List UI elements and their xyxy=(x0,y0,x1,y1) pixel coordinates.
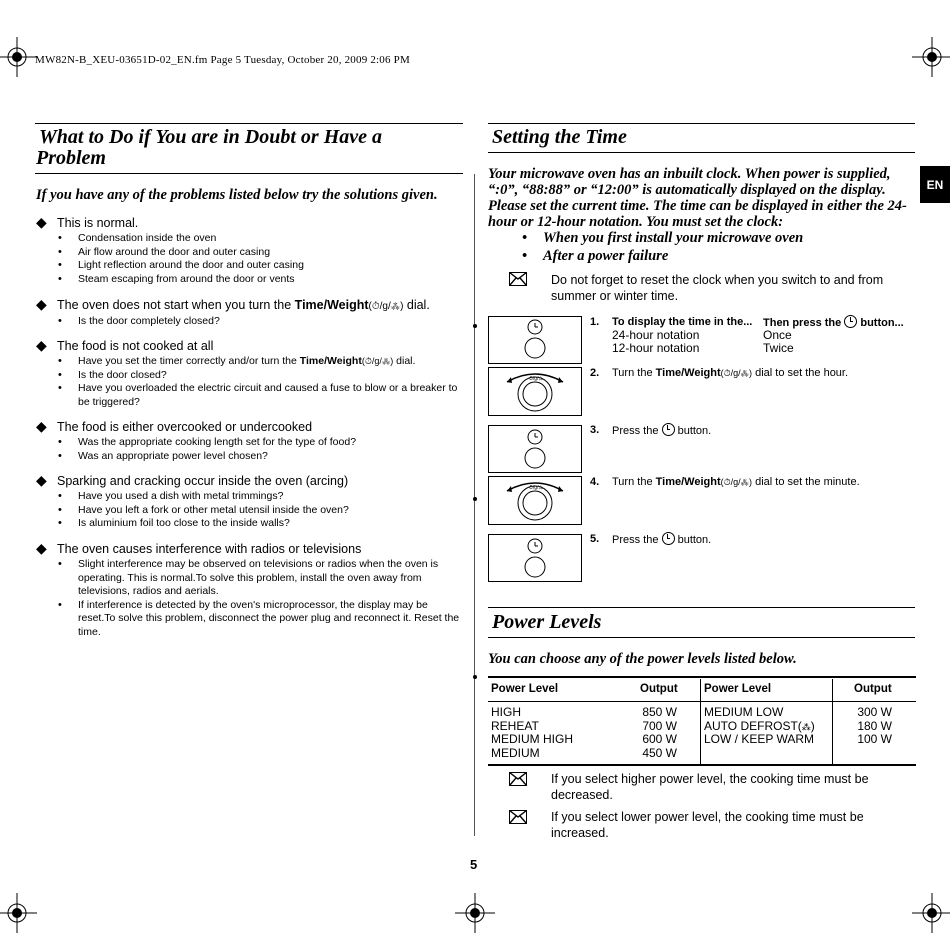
step-text-pre: Turn the xyxy=(612,367,656,379)
registration-mark-bottom-left xyxy=(0,893,37,933)
table-cell: MEDIUM LOW xyxy=(704,705,784,719)
step-text xyxy=(612,423,711,438)
note-text: Do not forget to reset the clock when you switch to and from summer or winter time. xyxy=(551,273,884,303)
problem-heading: This is normal. xyxy=(57,216,139,230)
troubleshooting-title-line1: What to Do if You are in Doubt or Have a xyxy=(39,126,382,148)
table-cell: 180 W xyxy=(857,718,892,733)
notation-value: Once xyxy=(763,328,792,342)
column-header: Output xyxy=(640,683,678,695)
registration-mark-bottom-right xyxy=(912,893,950,933)
step-text xyxy=(612,475,860,489)
troubleshooting-intro: If you have any of the problems listed below try the solutions given. xyxy=(36,187,438,203)
table-header-rule xyxy=(488,701,916,702)
list-item: • Have you overloaded the electric circuit and caused a fuse to blow or a breaker to be triggered? xyxy=(36,382,466,409)
clock-icon xyxy=(662,532,675,545)
step-number: 3. xyxy=(590,424,600,436)
troubleshooting-top-rule xyxy=(35,123,463,124)
table-cell: LOW / KEEP WARM xyxy=(704,732,815,746)
diamond-bullet-icon: ◆ xyxy=(36,472,47,488)
table-col-divider xyxy=(832,679,833,765)
notation-label: 12-hour notation xyxy=(612,341,700,355)
registration-mark-top-left xyxy=(0,37,37,77)
table-cell: HIGH xyxy=(491,705,521,719)
problem-block xyxy=(36,420,466,463)
step-text xyxy=(612,532,711,547)
step-text-post: button. xyxy=(674,534,712,546)
dial-illustration xyxy=(488,476,582,525)
power-levels-intro: You can choose any of the power levels listed below. xyxy=(488,651,797,667)
registration-mark-top-right xyxy=(912,37,950,77)
problem-block xyxy=(36,216,466,286)
dial-suffix: dial. xyxy=(393,355,416,367)
svg-text:⏱/g/⁂: ⏱/g/⁂ xyxy=(529,376,544,382)
list-item: • Is aluminium foil too close to the inside walls? xyxy=(36,517,466,531)
problem-heading: The food is not cooked at all xyxy=(57,339,214,353)
clock-button-illustration xyxy=(488,316,582,364)
setting-time-bullet: • After a power failure xyxy=(522,248,669,264)
column-header: Power Level xyxy=(704,683,772,695)
list-item: • If interference is detected by the oven's microprocessor, the display may be reset.To solve this problem, disconnect the power plug and reconnect it. Reset the time. xyxy=(36,599,466,640)
margin-dot xyxy=(473,324,477,328)
step-1-col1: To display the time in the... xyxy=(612,316,753,328)
table-cell-text: AUTO DEFROST( xyxy=(704,718,802,733)
note-text: If you select lower power level, the cooking time must be increased. xyxy=(551,810,864,840)
list-item: • Is the door closed? xyxy=(36,369,466,383)
list-item: • Was the appropriate cooking length set for the type of food? xyxy=(36,436,466,450)
list-item: • Slight interference may be observed on televisions or radios when the oven is operating. This is normal.To solve this problem, install the oven away from televisions, radios and aerials. xyxy=(36,558,466,599)
registration-mark-bottom-center xyxy=(455,893,495,933)
dial-suffix: dial. xyxy=(403,298,430,312)
step-1-col2-post: button... xyxy=(857,317,904,329)
setting-time-bullet-text: When you first install your microwave oven xyxy=(543,230,804,246)
note-icon xyxy=(509,272,527,286)
step-number: 4. xyxy=(590,476,600,488)
list-item: • Steam escaping from around the door or vents xyxy=(36,273,466,287)
problem-heading: The oven does not start when you turn the xyxy=(57,298,295,312)
table-col-divider xyxy=(700,679,701,765)
table-header xyxy=(488,681,916,699)
step-text-post: button. xyxy=(674,425,712,437)
problem-heading: Sparking and cracking occur inside the oven (arcing) xyxy=(57,474,349,488)
clock-button-illustration xyxy=(488,425,582,473)
step-text xyxy=(612,366,848,380)
list-item-text: Have you set the timer correctly and/or turn the xyxy=(78,355,300,367)
dial-symbol-icon: (⏱/g/⁂) xyxy=(368,301,404,312)
table-cell: 700 W xyxy=(642,718,677,733)
page-number: 5 xyxy=(470,857,478,872)
dial-symbol-icon: (⏱/g/⁂) xyxy=(361,356,394,366)
step-number: 1. xyxy=(590,316,600,328)
problem-block xyxy=(36,339,466,409)
setting-time-bullet: • When you first install your microwave oven xyxy=(522,230,804,246)
table-cell: 450 W xyxy=(642,745,677,760)
dial-symbol-icon: (⏱/g/⁂) xyxy=(720,368,753,378)
setting-time-title: Setting the Time xyxy=(492,126,627,148)
dial-name: Time/Weight xyxy=(294,298,369,312)
list-item: • Condensation inside the oven xyxy=(36,232,466,246)
table-cell: MEDIUM xyxy=(491,745,540,760)
table-top-rule xyxy=(488,676,916,678)
step-text-post: dial to set the minute. xyxy=(752,476,860,488)
setting-time-intro: Your microwave oven has an inbuilt clock. When power is supplied, “:0”, “88:88” or “12:00” is automatically displayed on the display. Please set the current time. The time can be displayed in either the 24-hour or 12-hour notation. You must set the clock: xyxy=(488,166,907,230)
power-levels-title: Power Levels xyxy=(492,611,602,633)
list-item: • Have you left a fork or other metal utensil inside the oven? xyxy=(36,504,466,518)
step-number: 5. xyxy=(590,533,600,545)
margin-dot xyxy=(473,497,477,501)
column-header: Output xyxy=(854,683,892,695)
power-levels-title-rule xyxy=(488,637,915,638)
step-text-pre: Turn the xyxy=(612,476,656,488)
note-icon xyxy=(509,810,527,824)
clock-button-illustration xyxy=(488,534,582,582)
step-text-pre: Press the xyxy=(612,425,662,437)
table-cell: 600 W xyxy=(642,732,677,746)
step-number: 2. xyxy=(590,367,600,379)
clock-icon xyxy=(844,315,857,328)
setting-time-top-rule xyxy=(488,123,915,124)
diamond-bullet-icon: ◆ xyxy=(36,214,47,230)
table-cell: REHEAT xyxy=(491,718,539,733)
list-item: • Light reflection around the door and outer casing xyxy=(36,259,466,273)
table-cell: MEDIUM HIGH xyxy=(491,732,573,746)
diamond-bullet-icon: ◆ xyxy=(36,540,47,556)
diamond-bullet-icon: ◆ xyxy=(36,296,47,312)
diamond-bullet-icon: ◆ xyxy=(36,337,47,353)
dial-symbol-icon: (⏱/g/⁂) xyxy=(720,477,753,487)
power-levels-top-rule xyxy=(488,607,915,608)
diamond-bullet-icon: ◆ xyxy=(36,418,47,434)
margin-dot xyxy=(473,675,477,679)
print-header: MW82N-B_XEU-03651D-02_EN.fm Page 5 Tuesday, October 20, 2009 2:06 PM xyxy=(35,54,410,66)
list-item: • Have you used a dish with metal trimmings? xyxy=(36,490,466,504)
list-item: • Is the door completely closed? xyxy=(36,315,466,329)
language-tab: EN xyxy=(920,166,950,203)
dial-name: Time/Weight xyxy=(299,355,362,367)
troubleshooting-title-rule xyxy=(35,173,463,174)
problem-block xyxy=(36,298,466,329)
problem-block xyxy=(36,474,466,531)
dial-illustration xyxy=(488,367,582,416)
table-cell: 300 W xyxy=(857,705,892,719)
troubleshooting-title-line2: Problem xyxy=(36,147,106,169)
list-item: • Was an appropriate power level chosen? xyxy=(36,450,466,464)
list-item: • Air flow around the door and outer casing xyxy=(36,246,466,260)
setting-time-title-rule xyxy=(488,152,915,153)
note-text: If you select higher power level, the cooking time must be decreased. xyxy=(551,772,869,802)
table-cell-text: ) xyxy=(810,718,815,733)
problem-block xyxy=(36,542,466,639)
table-cell: 100 W xyxy=(857,732,892,746)
note-icon xyxy=(509,772,527,786)
table-bottom-rule xyxy=(488,764,916,766)
step-text-post: dial to set the hour. xyxy=(752,367,849,379)
dial-name: Time/Weight xyxy=(655,476,721,488)
step-text-pre: Press the xyxy=(612,534,662,546)
setting-time-bullet-text: After a power failure xyxy=(543,248,669,264)
step-1-col2-pre: Then press the xyxy=(763,317,845,329)
problem-heading: The food is either overcooked or undercooked xyxy=(57,420,313,434)
notation-value: Twice xyxy=(763,341,794,355)
dial-name: Time/Weight xyxy=(655,367,721,379)
column-header: Power Level xyxy=(491,683,559,695)
list-item xyxy=(36,355,466,369)
clock-icon xyxy=(662,423,675,436)
notation-label: 24-hour notation xyxy=(612,328,700,342)
svg-text:⏱/g/⁂: ⏱/g/⁂ xyxy=(529,485,544,491)
column-divider xyxy=(474,174,475,836)
troubleshooting-title xyxy=(36,127,466,169)
table-cell: 850 W xyxy=(642,705,677,719)
problem-heading: The oven causes interference with radios or televisions xyxy=(57,542,362,556)
defrost-icon: ⁂ xyxy=(801,721,811,732)
